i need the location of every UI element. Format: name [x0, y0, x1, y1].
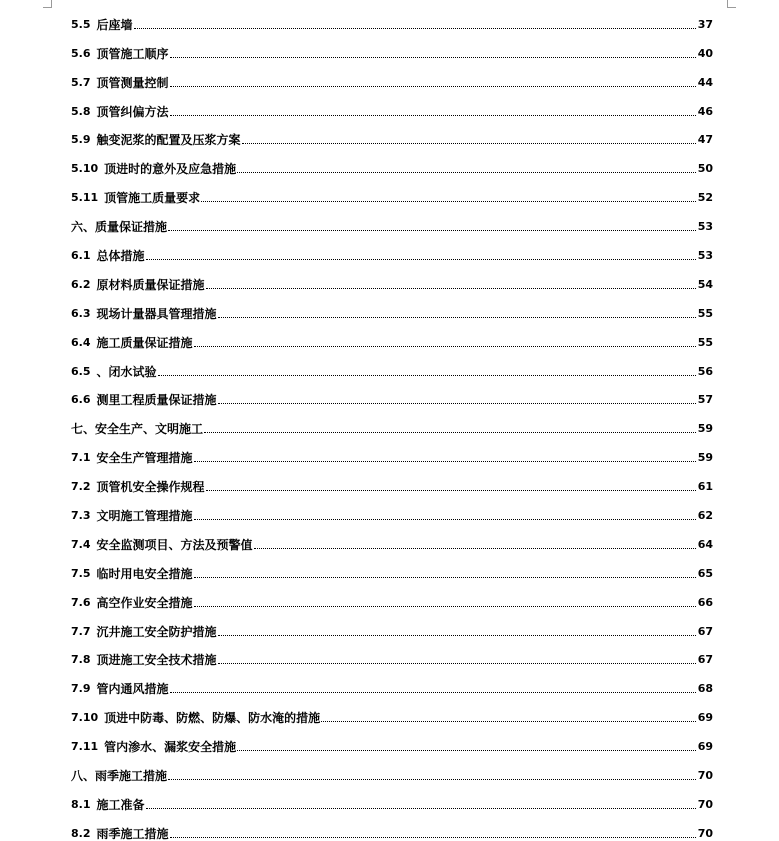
toc-entry-number: 7.7	[71, 624, 91, 638]
toc-entry[interactable]	[71, 234, 713, 263]
toc-entry-page-number: 67	[697, 653, 713, 667]
toc-entry-number: 7.9	[71, 682, 91, 696]
toc-entry-title: 、闭水试验	[96, 364, 157, 379]
toc-entry-page-number: 64	[697, 537, 713, 551]
toc-entry[interactable]	[71, 321, 713, 350]
toc-entry[interactable]	[71, 147, 713, 176]
toc-entry[interactable]	[71, 379, 713, 408]
toc-entry-page-number: 54	[697, 277, 713, 291]
toc-entry[interactable]	[71, 725, 713, 754]
toc-entry-number: 6.4	[71, 335, 91, 349]
toc-entry-page-number: 69	[697, 711, 713, 725]
toc-entry-title: 雨季施工措施	[96, 826, 169, 841]
toc-entry[interactable]	[71, 61, 713, 90]
toc-entry[interactable]	[71, 523, 713, 552]
toc-entry-number: 6.1	[71, 249, 91, 263]
crop-mark-left-horizontal	[43, 7, 52, 8]
toc-entry-page-number: 50	[697, 162, 713, 176]
toc-entry-page-number: 69	[697, 740, 713, 754]
toc-entry-number: 5.11	[71, 191, 99, 205]
toc-entry[interactable]	[71, 436, 713, 465]
toc-entry-title: 高空作业安全措施	[96, 595, 193, 610]
toc-entry-title: 顶管施工质量要求	[104, 191, 201, 206]
toc-dot-leader	[218, 403, 696, 404]
toc-entry-page-number: 56	[697, 364, 713, 378]
toc-entry[interactable]	[71, 581, 713, 610]
toc-entry-title: 施工质量保证措施	[96, 335, 193, 350]
toc-entry[interactable]	[71, 783, 713, 812]
toc-entry-number: 7.10	[71, 711, 99, 725]
toc-entry[interactable]	[71, 754, 713, 783]
toc-dot-leader	[194, 346, 696, 347]
toc-entry-page-number: 59	[697, 422, 713, 436]
toc-entry[interactable]	[71, 552, 713, 581]
toc-dot-leader	[201, 201, 696, 202]
toc-entry-page-number: 70	[697, 769, 713, 783]
toc-dot-leader	[194, 519, 696, 520]
crop-mark-left-vertical	[51, 0, 52, 7]
toc-dot-leader	[206, 288, 696, 289]
toc-entry-page-number: 68	[697, 682, 713, 696]
toc-entry-page-number: 44	[697, 75, 713, 89]
toc-entry-number: 7.2	[71, 480, 91, 494]
toc-entry[interactable]	[71, 350, 713, 379]
toc-entry-title: 临时用电安全措施	[96, 566, 193, 581]
toc-entry-title: 施工准备	[96, 797, 145, 812]
toc-dot-leader	[168, 230, 696, 231]
toc-entry[interactable]	[71, 639, 713, 668]
toc-dot-leader	[321, 721, 696, 722]
toc-dot-leader	[170, 692, 696, 693]
toc-entry-number: 6.5	[71, 364, 91, 378]
toc-entry-number: 8.1	[71, 797, 91, 811]
toc-entry-number: 5.5	[71, 17, 91, 31]
toc-entry[interactable]	[71, 465, 713, 494]
toc-entry[interactable]	[71, 494, 713, 523]
toc-entry-title: 顶进施工安全技术措施	[96, 653, 217, 668]
toc-entry-page-number: 55	[697, 335, 713, 349]
toc-dot-leader	[194, 577, 696, 578]
toc-entry[interactable]	[71, 32, 713, 61]
toc-entry-page-number: 47	[697, 133, 713, 147]
toc-dot-leader	[218, 317, 696, 318]
toc-entry[interactable]	[71, 610, 713, 639]
toc-entry-title: 触变泥浆的配置及压浆方案	[96, 133, 241, 148]
toc-entry-title: 原材料质量保证措施	[96, 277, 205, 292]
toc-entry[interactable]	[71, 176, 713, 205]
toc-entry-page-number: 65	[697, 566, 713, 580]
toc-entry-number: 7.8	[71, 653, 91, 667]
toc-dot-leader	[194, 606, 696, 607]
toc-entry-title: 测里工程质量保证措施	[96, 393, 217, 408]
toc-dot-leader	[204, 432, 696, 433]
toc-entry-number: 5.8	[71, 104, 91, 118]
toc-entry-page-number: 55	[697, 306, 713, 320]
toc-entry-number: 7.3	[71, 509, 91, 523]
toc-entry[interactable]	[71, 90, 713, 119]
toc-entry[interactable]	[71, 292, 713, 321]
toc-entry-number: 5.7	[71, 75, 91, 89]
toc-entry-number: 7.4	[71, 537, 91, 551]
toc-dot-leader	[254, 548, 696, 549]
toc-entry[interactable]	[71, 667, 713, 696]
toc-entry-title: 现场计量器具管理措施	[96, 306, 217, 321]
toc-entry-title: 六、质量保证措施	[71, 220, 168, 235]
toc-entry[interactable]	[71, 812, 713, 841]
toc-entry[interactable]	[71, 696, 713, 725]
toc-dot-leader	[146, 808, 696, 809]
toc-entry-title: 安全生产管理措施	[96, 451, 193, 466]
toc-entry-page-number: 53	[697, 249, 713, 263]
toc-entry-title: 顶进时的意外及应急措施	[104, 162, 237, 177]
toc-entry-page-number: 70	[697, 826, 713, 840]
crop-mark-right-horizontal	[727, 7, 736, 8]
toc-dot-leader	[158, 375, 696, 376]
toc-entry-page-number: 59	[697, 451, 713, 465]
toc-entry-title: 安全监测项目、方法及预警值	[96, 537, 253, 552]
toc-entry-title: 后座墙	[96, 17, 133, 32]
toc-dot-leader	[194, 461, 696, 462]
toc-dot-leader	[170, 115, 696, 116]
toc-dot-leader	[168, 779, 696, 780]
toc-entry[interactable]	[71, 205, 713, 234]
toc-entry-title: 顶进中防毒、防燃、防爆、防水淹的措施	[104, 711, 321, 726]
toc-entry-number: 6.3	[71, 306, 91, 320]
toc-dot-leader	[146, 259, 696, 260]
toc-dot-leader	[170, 837, 696, 838]
table-of-contents	[71, 3, 713, 841]
toc-dot-leader	[206, 490, 696, 491]
toc-entry-number: 8.2	[71, 826, 91, 840]
toc-entry-number: 7.11	[71, 740, 99, 754]
toc-entry-number: 5.9	[71, 133, 91, 147]
toc-entry-page-number: 40	[697, 46, 713, 60]
crop-mark-right-vertical	[727, 0, 728, 7]
toc-dot-leader	[237, 172, 696, 173]
toc-entry[interactable]	[71, 119, 713, 148]
toc-entry[interactable]	[71, 407, 713, 436]
toc-entry-page-number: 67	[697, 624, 713, 638]
toc-entry-title: 七、安全生产、文明施工	[71, 422, 204, 437]
toc-entry-page-number: 53	[697, 220, 713, 234]
toc-entry-page-number: 37	[697, 17, 713, 31]
toc-entry-title: 管内渗水、漏浆安全措施	[104, 740, 237, 755]
toc-entry-title: 文明施工管理措施	[96, 509, 193, 524]
toc-entry-number: 7.6	[71, 595, 91, 609]
toc-entry-title: 顶管纠偏方法	[96, 104, 169, 119]
toc-dot-leader	[218, 663, 696, 664]
toc-entry-number: 5.10	[71, 162, 99, 176]
toc-entry-page-number: 57	[697, 393, 713, 407]
toc-entry[interactable]	[71, 3, 713, 32]
toc-entry-title: 顶管测量控制	[96, 75, 169, 90]
toc-entry-number: 7.1	[71, 451, 91, 465]
toc-entry-page-number: 66	[697, 595, 713, 609]
toc-entry-title: 沉井施工安全防护措施	[96, 624, 217, 639]
toc-entry-page-number: 52	[697, 191, 713, 205]
toc-entry-number: 7.5	[71, 566, 91, 580]
toc-dot-leader	[170, 57, 696, 58]
toc-entry-title: 顶管机安全操作规程	[96, 480, 205, 495]
toc-dot-leader	[134, 28, 696, 29]
toc-dot-leader	[170, 86, 696, 87]
toc-entry-title: 总体措施	[96, 249, 145, 264]
toc-dot-leader	[242, 143, 696, 144]
toc-entry-title: 顶管施工顺序	[96, 46, 169, 61]
toc-entry-number: 6.6	[71, 393, 91, 407]
toc-entry[interactable]	[71, 263, 713, 292]
toc-entry-page-number: 62	[697, 509, 713, 523]
toc-entry-number: 6.2	[71, 277, 91, 291]
toc-dot-leader	[237, 750, 696, 751]
toc-entry-page-number: 70	[697, 797, 713, 811]
toc-entry-page-number: 46	[697, 104, 713, 118]
toc-entry-title: 八、雨季施工措施	[71, 769, 168, 784]
toc-entry-number: 5.6	[71, 46, 91, 60]
toc-entry-title: 管内通风措施	[96, 682, 169, 697]
toc-entry-page-number: 61	[697, 480, 713, 494]
toc-dot-leader	[218, 635, 696, 636]
